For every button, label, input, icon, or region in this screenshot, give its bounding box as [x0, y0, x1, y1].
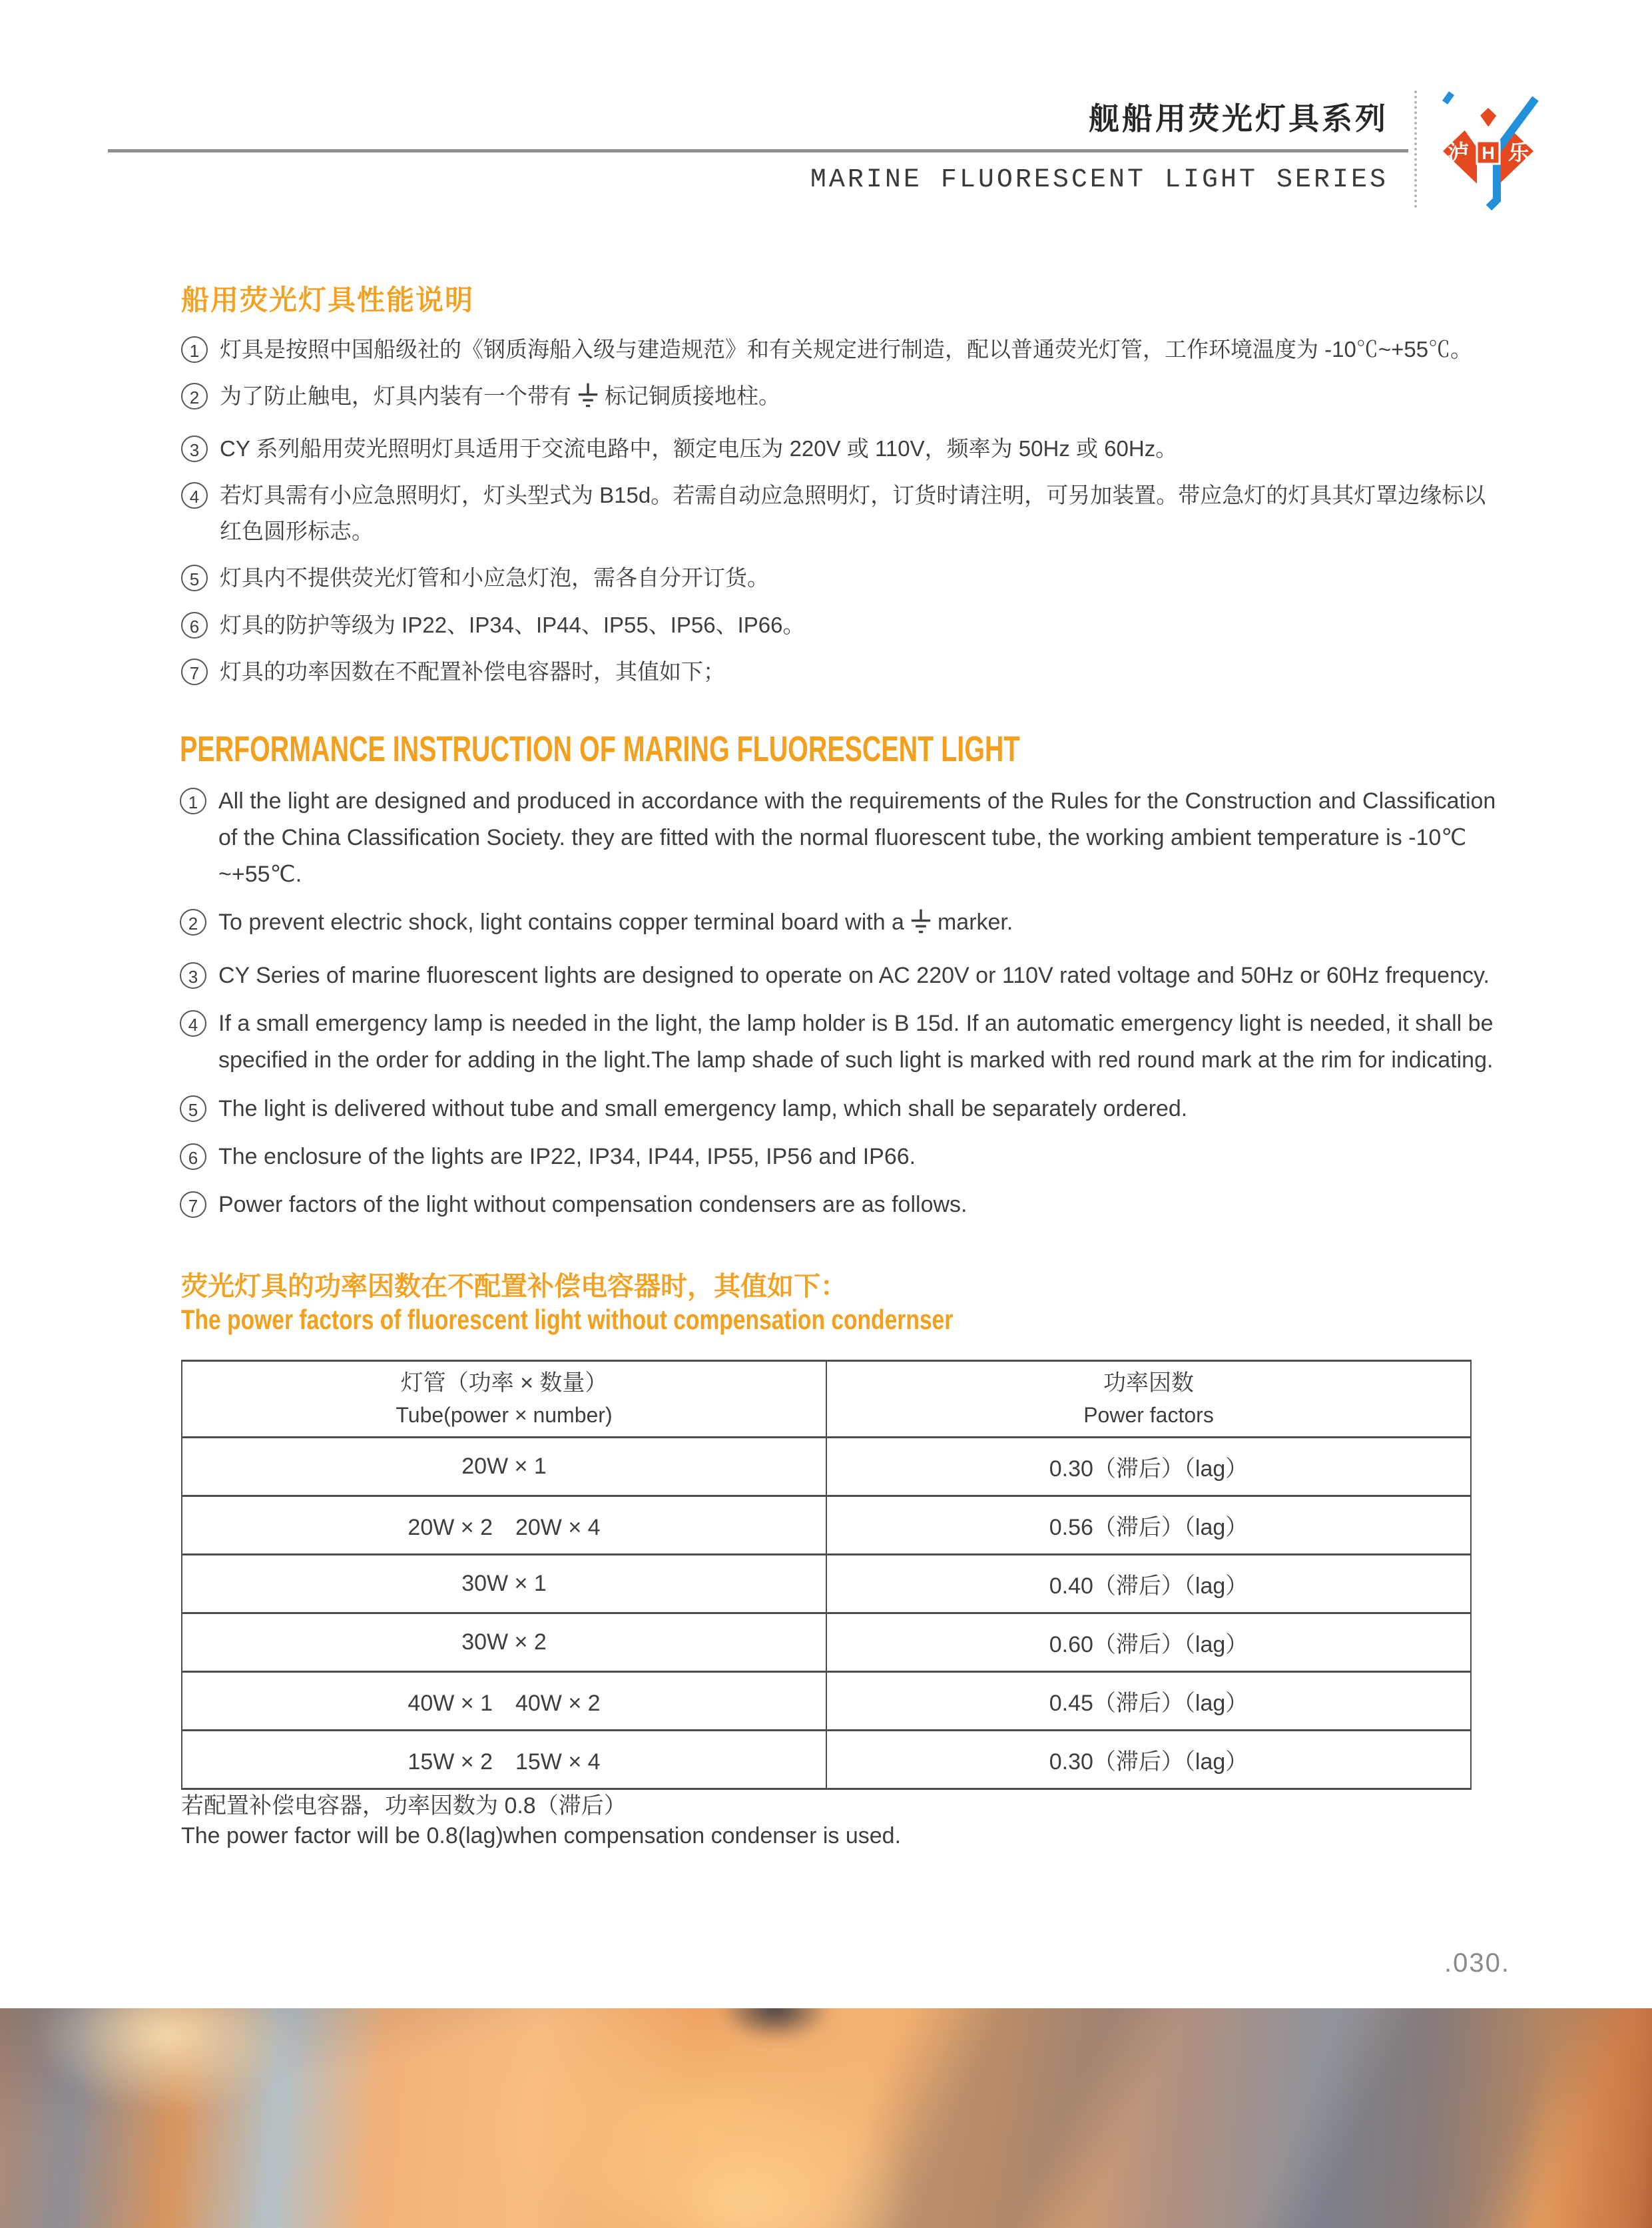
page-number: .030.: [1444, 1948, 1510, 1978]
logo-char-right: 乐: [1508, 140, 1530, 164]
col-header-pf-zh: 功率因数: [1103, 1370, 1194, 1396]
logo-char-center: H: [1482, 143, 1495, 163]
item-number: 7: [181, 659, 208, 685]
page-title-en: MARINE FLUORESCENT LIGHT SERIES: [810, 165, 1388, 195]
table-row: [182, 1496, 1471, 1555]
col-header-tube-en: Tube(power × number): [396, 1403, 613, 1428]
item-number: 4: [180, 1010, 206, 1037]
table-heading-zh: 荧光灯具的功率因数在不配置补偿电容器时，其值如下：: [181, 1272, 847, 1301]
list-item: [180, 1091, 1515, 1127]
pf-cell: 0.30（滞后）（lag）: [826, 1731, 1471, 1789]
list-item: [180, 904, 1515, 946]
list-item: [180, 1139, 1515, 1175]
item-number: 7: [180, 1191, 206, 1218]
item-number: 2: [181, 383, 208, 410]
col-header-tube-zh: 灯管（功率 × 数量）: [400, 1370, 608, 1396]
item-number: 5: [181, 565, 208, 591]
item-number: 5: [180, 1095, 206, 1122]
footer-photo-texture: [0, 2008, 1652, 2228]
list-item: [181, 607, 1492, 643]
tube-cell: 20W × 2 20W × 4: [182, 1496, 826, 1555]
table-row: [182, 1613, 1471, 1672]
list-item: [181, 560, 1492, 595]
brand-logo-icon: [1425, 83, 1545, 219]
item-number: 4: [181, 482, 208, 509]
list-item: [180, 1005, 1515, 1079]
table-note-en: The power factor will be 0.8(lag)when compensation condenser is used.: [181, 1823, 902, 1848]
brand-logo: [1425, 83, 1545, 219]
tube-cell: 30W × 1: [182, 1555, 826, 1613]
item-text: 为了防止触电，灯具内装有一个带有: [220, 384, 571, 409]
item-text: marker.: [937, 910, 1013, 936]
item-text: 灯具的功率因数在不配置补偿电容器时，其值如下；: [220, 659, 725, 685]
power-factor-table: [181, 1360, 1472, 1790]
item-text: Power factors of the light without compensation condensers are as follows.: [218, 1191, 967, 1217]
table-heading-en: The power factors of fluorescent light without compensation condernser: [181, 1304, 954, 1335]
table-row: [182, 1672, 1471, 1731]
earth-ground-icon: [910, 908, 932, 946]
item-text: If a small emergency lamp is needed in the light, the lamp holder is B 15d. If an automatic emergency light is needed, it shall be specified in the order for adding in the light.The lamp shade of such light is marked with red round mark at the rim for indicating.: [218, 1011, 1494, 1073]
item-text: The enclosure of the lights are IP22, IP34, IP44, IP55, IP56 and IP66.: [218, 1143, 916, 1169]
item-text: To prevent electric shock, light contains copper terminal board with a: [218, 910, 904, 936]
col-header-tube: [182, 1361, 826, 1438]
tube-cell: 40W × 1 40W × 2: [182, 1672, 826, 1731]
logo-char-left: 泸: [1447, 140, 1470, 164]
page-title-zh: 舰船用荧光灯具系列: [1089, 101, 1388, 136]
pf-cell: 0.30（滞后）（lag）: [826, 1438, 1471, 1496]
item-text: All the light are designed and produced in accordance with the requirements of the Rules for the Construction and Classification of the China Classification Society. they are fitted with the normal fluorescent tube, the working ambient temperature is -10℃ ~+55℃.: [218, 788, 1496, 888]
list-item: [181, 431, 1492, 466]
item-text: 若灯具需有小应急照明灯，灯头型式为 B15d。若需自动应急照明灯，订货时请注明，可另加装置。带应急灯的灯具其灯罩边缘标以红色圆形标志。: [220, 483, 1486, 543]
list-item: [181, 378, 1492, 419]
table-row: [182, 1555, 1471, 1613]
table-note-zh: 若配置补偿电容器，功率因数为 0.8（滞后）: [181, 1793, 627, 1818]
tube-cell: 30W × 2: [182, 1613, 826, 1672]
pf-cell: 0.40（滞后）（lag）: [826, 1555, 1471, 1613]
list-item: [181, 477, 1492, 549]
item-number: 3: [180, 962, 206, 989]
item-number: 3: [181, 435, 208, 462]
pf-cell: 0.60（滞后）（lag）: [826, 1613, 1471, 1672]
pf-cell: 0.56（滞后）（lag）: [826, 1496, 1471, 1555]
section-heading-en: PERFORMANCE INSTRUCTION OF MARING FLUORESCENT LIGHT: [180, 729, 1020, 769]
item-text: 灯具是按照中国船级社的《钢质海船入级与建造规范》和有关规定进行制造，配以普通荧光灯管，工作环境温度为 -10℃~+55℃。: [220, 337, 1473, 362]
pf-cell: 0.45（滞后）（lag）: [826, 1672, 1471, 1731]
item-text: The light is delivered without tube and small emergency lamp, which shall be separately ordered.: [218, 1095, 1188, 1121]
item-number: 6: [180, 1143, 206, 1170]
tube-cell: 20W × 1: [182, 1438, 826, 1496]
item-number: 6: [181, 612, 208, 639]
list-item: [180, 783, 1515, 893]
table-row: [182, 1731, 1471, 1789]
table-row: [182, 1438, 1471, 1496]
item-number: 1: [181, 336, 208, 363]
header-dotted-divider: [1414, 91, 1417, 208]
item-text: CY Series of marine fluorescent lights are designed to operate on AC 220V or 110V rated voltage and 50Hz or 60Hz frequency.: [218, 963, 1490, 989]
list-item: [181, 332, 1492, 367]
col-header-pf-en: Power factors: [1083, 1403, 1214, 1428]
footer-photo: [0, 2008, 1652, 2228]
list-item: [180, 958, 1515, 994]
item-number: 2: [180, 909, 206, 936]
item-text: 灯具的防护等级为 IP22、IP34、IP44、IP55、IP56、IP66。: [220, 612, 805, 637]
performance-list-zh: [181, 332, 1492, 701]
table-header-row: [182, 1361, 1471, 1438]
list-item: [180, 1187, 1515, 1223]
item-number: 1: [180, 788, 206, 814]
item-text: CY 系列船用荧光照明灯具适用于交流电路中，额定电压为 220V 或 110V，频率为 50Hz 或 60Hz。: [220, 435, 1178, 461]
earth-ground-icon: [577, 382, 599, 419]
section-heading-zh: 船用荧光灯具性能说明: [181, 284, 475, 316]
list-item: [181, 654, 1492, 689]
item-text: 标记铜质接地柱。: [605, 384, 780, 409]
item-text: 灯具内不提供荧光灯管和小应急灯泡，需各自分开订货。: [220, 565, 769, 591]
tube-cell: 15W × 2 15W × 4: [182, 1731, 826, 1789]
performance-list-en: [180, 783, 1515, 1235]
col-header-pf: [826, 1361, 1471, 1438]
header-rule: [108, 149, 1408, 152]
